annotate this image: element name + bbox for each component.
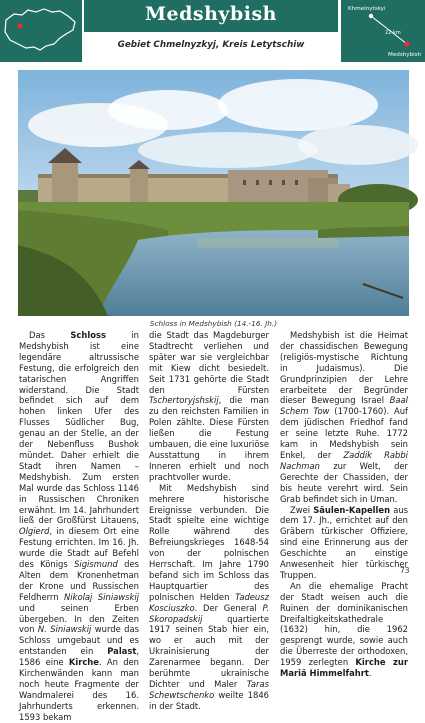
text-column-2 xyxy=(149,330,269,712)
text-column-3 xyxy=(280,330,408,679)
route-distance-label: 22 km xyxy=(385,30,401,36)
route-to-label: Medshybish xyxy=(388,52,422,58)
page-title: Medshybish xyxy=(145,3,277,25)
paragraph: Das Schloss in Medshybish ist eine legendäre altrussische Festung, die erfolgreich den tatarischen Angriffen widerstand. Die Stadt befindet sich auf dem hohen linken Ufer des Flusses Südlicher Bug, genau an der Stelle, an der der Nebenfluss Bushok mündet. Daher erhielt die Stadt ihren Namen – Medshybish. Zum ersten Mal wurde das Schloss 1146 in Russischen Chroniken erwähnt. Im 14. Jahrhundert ließ der Großfürst Litauens, Olgierd, in diesem Ort eine Festung errichten. Im 16. Jh. wurde die Stadt auf Befehl des Königs Sigismund des Alten dem Kronenhetman der Krone und Russischen Feldherrn Nikolaj Siniawskij und seinen Erben übergeben. In den Zeiten von N. Siniawskij wurde das Schloss umgebaut und es entstanden ein Palast, 1586 eine Kirche. An den Kirchenwänden kann man noch heute Fragmente der Wandmalerei des 16. Jahrhunderts erkennen. 1593 bekam xyxy=(19,330,139,722)
page-header xyxy=(0,0,425,62)
castle-landscape-image xyxy=(18,70,409,316)
ukraine-map-icon xyxy=(0,0,82,62)
route-from-label: Khmelnytskyi xyxy=(348,6,386,12)
paragraph: An die ehemalige Pracht der Stadt weisen auch die Ruinen der dominikanischen Dreifaltigkeitskathedrale (1632) hin, die 1962 gesprengt wurde, sowie auch die Überreste der orthodoxen, 1959 zerlegten Kirche zur Mariä Himmelfahrt. xyxy=(280,580,409,679)
page-number: 73 xyxy=(400,566,410,575)
photo-caption: Schloss in Medshybish (14.-16. Jh.) xyxy=(149,319,278,328)
paragraph: Mit Medshybish sind mehrere historische Ereignisse verbunden. Die Stadt spielte eine wichtige Rolle während des Befreiungskrieges 1648-54 von der polnischen Herrschaft. Im Jahre 1790 befand sich im Schloss das Hauptquartier des polnischen Helden Tadeusz Kosciuszko. Der General P. Skoropadskij quartierte 1917 seinen Stab hier ein, wo er auch mit der Ukrainisierung der Zarenarmee begann. Der berühmte ukrainische Dichter und Maler Taras Schewtschenko weilte 1846 in der Stadt. xyxy=(149,482,269,711)
location-marker-icon xyxy=(17,23,22,28)
paragraph: Medshybish ist die Heimat der chassidischen Bewegung (religiös-mystische Richtung in Judaismus). Die Grundprinzipien der Lehre erarbeitete der Begründer dieser Bewegung Israel Baal Schem Tow (1700-1760). Auf dem jüdischen Friedhof fand er seine letzte Ruhe. 1772 kam in Medshybish sein Enkel, der Zaddik Rabbi Nachman zur Welt, der Gerechte der Chassiden, der bis heute verehrt wird. Sein Grab befindet sich in Uman. xyxy=(280,330,408,504)
route-start-dot-icon xyxy=(369,14,373,18)
paragraph: die Stadt das Magdeburger Stadtrecht verliehen und später war sie vergleichbar mit Kiew dicht besiedelt. Seit 1731 gehörte die Stadt den Fürsten Tschertoryjshskij, die man zu den reichsten Familien in Polen zählte. Diese Fürsten ließen die Festung umbauen, die eine luxuriöse Ausstattung in ihrem Inneren erhielt und noch prachtvoller wurde. xyxy=(149,330,269,482)
route-end-dot-icon xyxy=(404,41,409,46)
castle-photo xyxy=(18,70,409,316)
paragraph: Zwei Säulen-Kapellen aus dem 17. Jh., errichtet auf den Gräbern türkischer Offiziere, sind eine Erinnerung aus der Geschichte an einstige Anwesenheit hier türkischer Truppen. xyxy=(280,504,409,580)
region-map-thumbnail xyxy=(0,0,82,62)
page-subtitle: Gebiet Chmelnyzkyj, Kreis Letytschiw xyxy=(117,40,305,50)
text-column-1 xyxy=(19,330,139,723)
